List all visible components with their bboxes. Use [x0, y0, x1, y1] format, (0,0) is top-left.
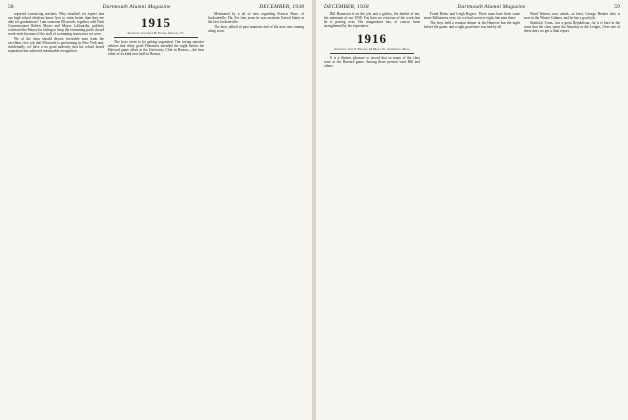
paragraph: It is a distinct pleasure to record that so many of the class were at the Harvard game. Among those present were Bill and others.	[324, 56, 420, 68]
paragraph: Mentioned by a ad of new regarding Francis Huse, of Jacksonville, Fla. For four years he was assistant United States at the first Jacksonville.	[208, 12, 304, 24]
paragraph: We of the class should devote favorable note from the excellent civic job that Ellsworth is performing in New York and, incidentally, we have a no good authority that his school board separation has achieved measurable recognition.	[8, 37, 104, 53]
paragraph: reported convincing teachers. Why shouldn't we expect that our high school idealism know how to swim better than they are able for graduations? I am someone Ellsworth, together with Park Commissioner Robert Moses and Mayor LaGuardia, publicly criticized the Mayor for failing to keep the swimming pools closed week-ends because of the staff of swimming instructors we were.	[8, 12, 104, 36]
secretary-line: Secretary, Chandler H. Foster, Orleans, Vt.	[127, 31, 185, 35]
left-running-header	[8, 4, 304, 10]
right-column-1	[324, 12, 420, 414]
left-column-2	[108, 12, 204, 414]
right-running-head: Dartmouth Alumni Magazine	[457, 4, 526, 10]
left-column-3	[208, 12, 304, 414]
paragraph: Ward Warren, new asked—at least, George Bender who is now in the Winter Cabinet, and he has a good job.	[524, 12, 620, 20]
paragraph: The boys seem to be getting organized. Our raving reporter advises that thirty good Fifteeners attended the night before the Harvard game affair at the University Club in Boston,—the best affair of its kind ever held in Boston.	[108, 40, 204, 56]
divider	[114, 37, 198, 38]
class-year-heading: 1916	[357, 31, 387, 46]
paragraph: Bill Hunerson is on the job, and a gallery, the dutiful of ten, the statement of our 1938. You have no criticism of the work that he is putting over. His imagination has, of course, been strengthened by his experience.	[324, 12, 420, 28]
right-running-header	[324, 4, 620, 10]
secretary-line: Secretary, John F. English, 23 Maple St., Somerville, Mass.	[333, 47, 411, 51]
paragraph: The boys held a reunion dinner at the Hanover Inn the night before the game, and a right good time was had by all.	[424, 21, 520, 29]
left-running-head: Dartmouth Alumni Magazine	[102, 4, 171, 10]
right-columns	[324, 12, 620, 414]
left-columns	[8, 12, 304, 414]
paragraph: Frank Bohn; and Leigh Rogers. There must have been some noise Billonieres over, for we had seven or eight fine men there.	[424, 12, 520, 20]
right-issue-date: DECEMBER, 1938	[324, 4, 369, 10]
left-issue-date: DECEMBER, 1938	[259, 4, 304, 10]
paragraph: Stanford, Conn., has a great Republican, for it is here in the town that the class spent the Saturday to the Ledges. Over one of these days we get a final report.	[524, 21, 620, 33]
right-page	[316, 0, 628, 420]
divider	[330, 53, 414, 54]
right-column-2	[424, 12, 520, 414]
left-page-number: 58	[8, 4, 14, 10]
right-column-3	[524, 12, 620, 414]
class-year-heading: 1915	[141, 15, 171, 30]
right-page-number: 59	[614, 4, 620, 10]
left-page	[0, 0, 312, 420]
left-column-1	[8, 12, 104, 414]
paragraph: The boys talked of past reunions and of the next one coming along soon.	[208, 25, 304, 33]
